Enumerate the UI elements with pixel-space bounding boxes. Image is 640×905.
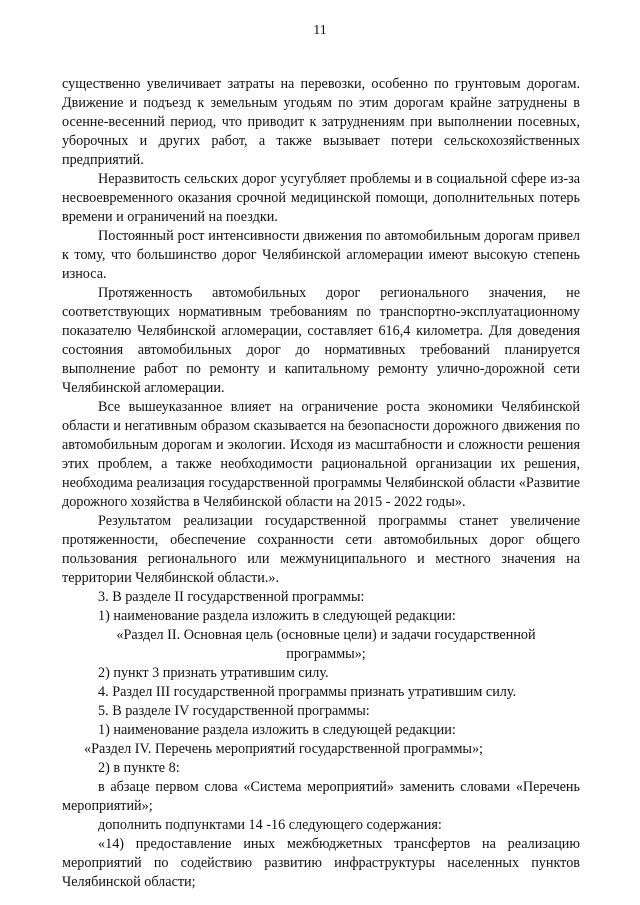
item-add-subpoints: дополнить подпунктами 14 -16 следующего содержания:	[98, 817, 442, 833]
subpoint-14: «14) предоставление иных межбюджетных трансфертов на реализацию мероприятий по содействию развитию инфраструктуры населенных пунктов Челябинской области;	[62, 836, 580, 890]
item-section-4-title-change: 1) наименование раздела изложить в следующей редакции:	[98, 722, 456, 738]
item-point-8: 2) в пункте 8:	[98, 760, 180, 776]
paragraph-economy-impact: Все вышеуказанное влияет на ограничение роста экономики Челябинской области и негативным образом сказывается на безопасности дорожного движения по автомобильным дорогам и экологии. Исходя из масштабности и сложности решения этих проблем, а также необходимости рациональной организации их решения, необходима реализация государственной программы Челябинской области «Развитие дорожного хозяйства в Челябинской области на 2015 - 2022 годы».	[62, 399, 580, 510]
paragraph-program-result: Результатом реализации государственной программы станет увеличение протяженности, обеспечение сохранности сети автомобильных дорог общего пользования регионального или межмуниципального и местного значения на территории Челябинской области.».	[62, 513, 580, 586]
item-section-2: 3. В разделе II государственной программы:	[98, 589, 365, 605]
quote-section-2-title: «Раздел II. Основная цель (основные цели) и задачи государственной программы»;	[116, 627, 536, 662]
paragraph-costs: существенно увеличивает затраты на перевозки, особенно по грунтовым дорогам. Движение и подъезд к земельным угодьям по этим дорогам крайне затруднены в осенне-весенний период, что приводит к затруднениям при выполнении посевных, уборочных и других работ, а также вызывает потери сельскохозяйственных предприятий.	[62, 76, 580, 168]
item-replace-words: в абзаце первом слова «Система мероприятий» заменить словами «Перечень мероприятий»;	[62, 779, 580, 814]
paragraph-road-length: Протяженность автомобильных дорог регионального значения, не соответствующих нормативным требованиям по транспортно-эксплуатационному показателю Челябинской агломерации, составляет 616,4 километра. Для доведения состояния автомобильных дорог до нормативных требований планируется выполнение работ по ремонту и капитальному ремонту улично-дорожной сети Челябинской агломерации.	[62, 285, 580, 396]
paragraph-traffic-growth: Постоянный рост интенсивности движения по автомобильным дорогам привел к тому, что большинство дорог Челябинской агломерации имеют высокую степень износа.	[62, 228, 580, 282]
page-number: 11	[313, 23, 327, 38]
item-point-3-void: 2) пункт 3 признать утратившим силу.	[98, 665, 329, 681]
item-section-4: 5. В разделе IV государственной программы:	[98, 703, 370, 719]
document-body	[62, 75, 580, 892]
item-section-3-void: 4. Раздел III государственной программы признать утратившим силу.	[98, 684, 517, 700]
paragraph-rural-roads: Неразвитость сельских дорог усугубляет проблемы и в социальной сфере из-за несвоевременного оказания срочной медицинской помощи, дополнительных потерь времени и ограничений на поездки.	[62, 171, 580, 225]
item-section-2-title-change: 1) наименование раздела изложить в следующей редакции:	[98, 608, 456, 624]
quote-section-4-title: «Раздел IV. Перечень мероприятий государственной программы»;	[84, 741, 483, 757]
